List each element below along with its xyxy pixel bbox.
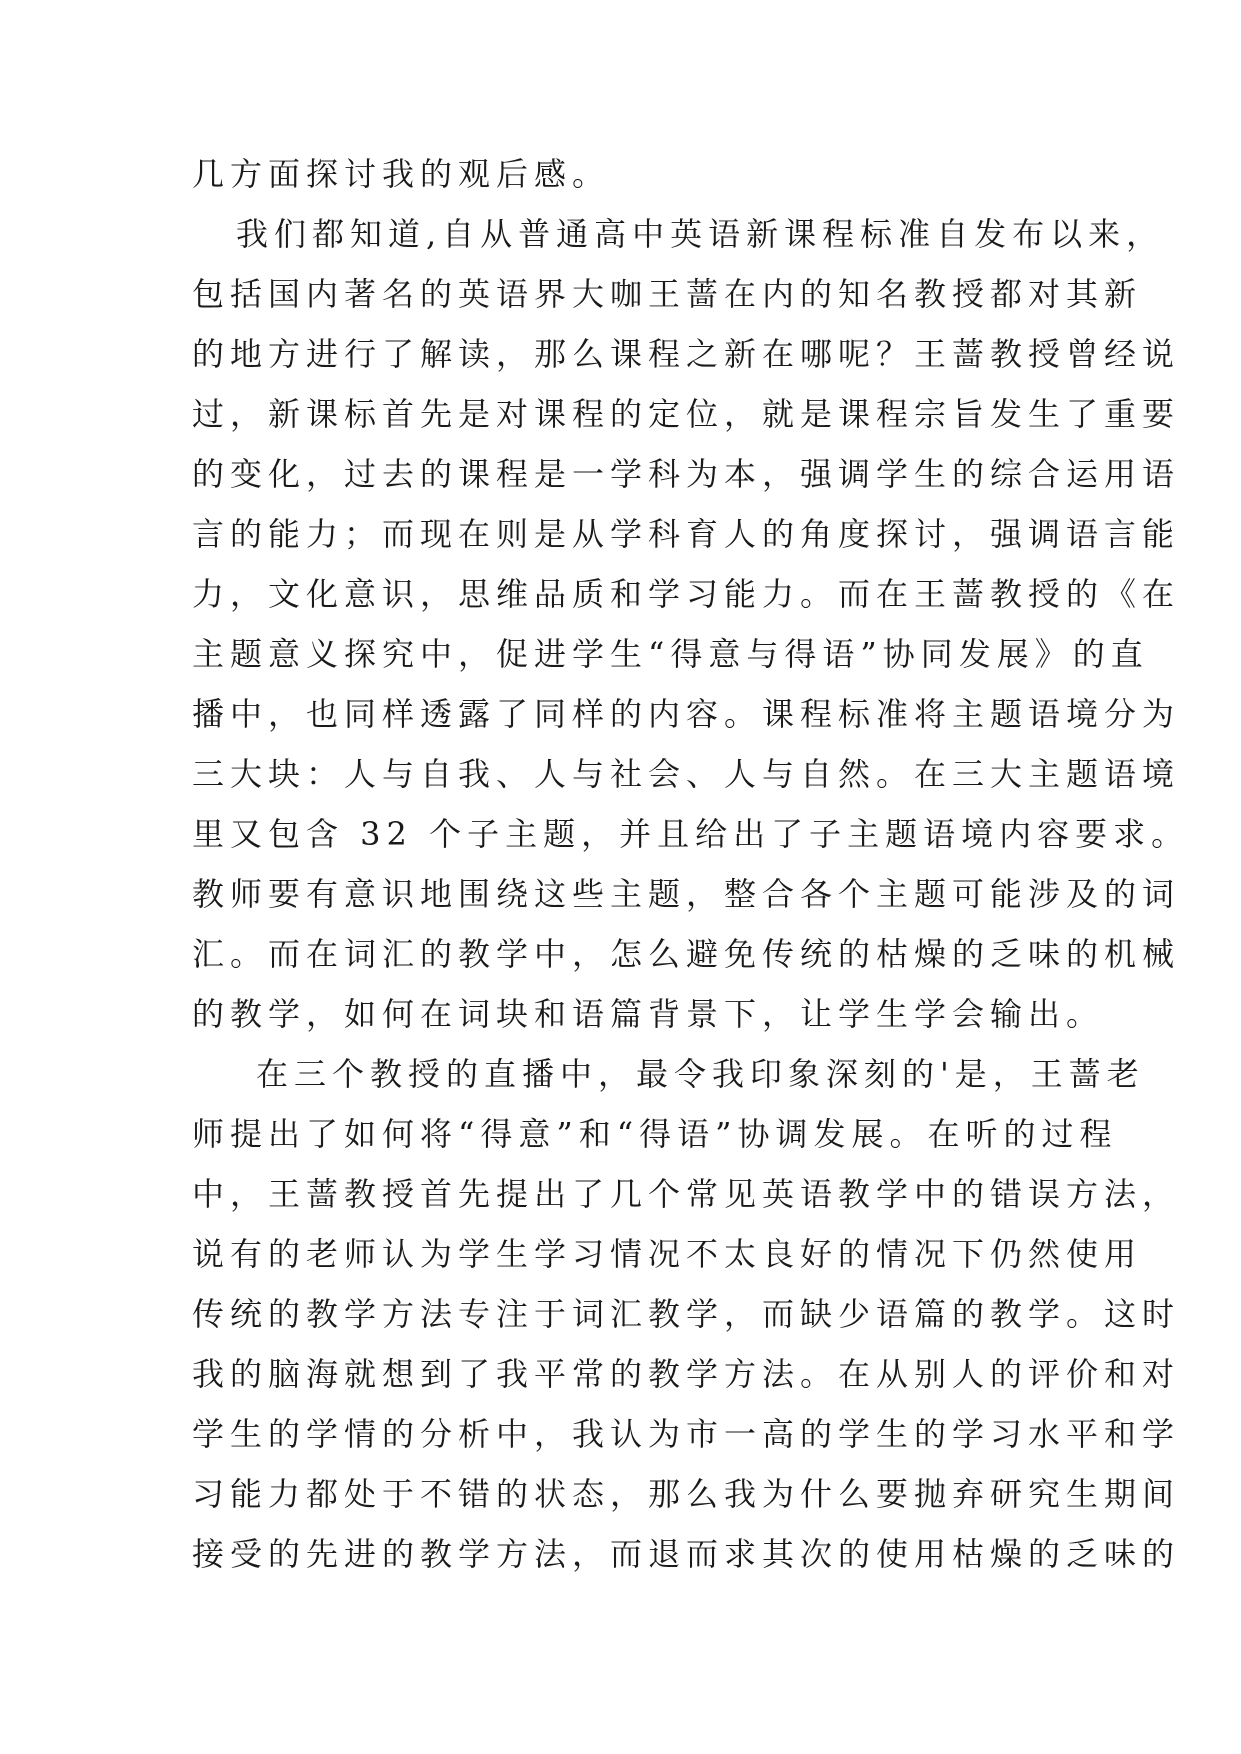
text-line: 言的能力；而现在则是从学科育人的角度探讨，强调语言能 <box>192 515 1181 553</box>
text-line: 传统的教学方法专注于词汇教学，而缺少语篇的教学。这时 <box>192 1295 1181 1333</box>
text-line: 几方面探讨我的观后感。 <box>192 155 611 193</box>
text-line: 过，新课标首先是对课程的定位，就是课程宗旨发生了重要 <box>192 395 1181 433</box>
paragraph-first-line: 我们都知道,自从普通高中英语新课程标准自发布以来， <box>236 215 1165 253</box>
text-line: 学生的学情的分析中，我认为市一高的学生的学习水平和学 <box>192 1415 1181 1453</box>
text-line: 三大块：人与自我、人与社会、人与自然。在三大主题语境 <box>192 755 1181 793</box>
paragraph-first-line: 在三个教授的直播中，最令我印象深刻的'是，王蔷老 <box>256 1055 1145 1093</box>
text-line: 说有的老师认为学生学习情况不太良好的情况下仍然使用 <box>192 1235 1143 1273</box>
text-line: 师提出了如何将“得意”和“得语”协调发展。在听的过程 <box>192 1115 1118 1153</box>
text-line: 里又包含 32 个子主题，并且给出了子主题语境内容要求。 <box>192 815 1190 853</box>
text-line: 汇。而在词汇的教学中，怎么避免传统的枯燥的乏味的机械 <box>192 935 1181 973</box>
text-line: 包括国内著名的英语界大咖王蔷在内的知名教授都对其新 <box>192 275 1143 313</box>
text-line: 我的脑海就想到了我平常的教学方法。在从别人的评价和对 <box>192 1355 1181 1393</box>
text-line: 力，文化意识，思维品质和学习能力。而在王蔷教授的《在 <box>192 575 1181 613</box>
text-line: 的变化，过去的课程是一学科为本，强调学生的综合运用语 <box>192 455 1181 493</box>
text-line: 的地方进行了解读，那么课程之新在哪呢？王蔷教授曾经说 <box>192 335 1181 373</box>
text-line: 的教学，如何在词块和语篇背景下，让学生学会输出。 <box>192 995 1105 1033</box>
text-line: 教师要有意识地围绕这些主题，整合各个主题可能涉及的词 <box>192 875 1181 913</box>
text-line: 中，王蔷教授首先提出了几个常见英语教学中的错误方法， <box>192 1175 1181 1213</box>
text-line: 习能力都处于不错的状态，那么我为什么要抛弃研究生期间 <box>192 1475 1181 1513</box>
text-line: 接受的先进的教学方法，而退而求其次的使用枯燥的乏味的 <box>192 1535 1181 1573</box>
text-line: 播中，也同样透露了同样的内容。课程标准将主题语境分为 <box>192 695 1181 733</box>
text-line: 主题意义探究中，促进学生“得意与得语”协同发展》的直 <box>192 635 1149 673</box>
